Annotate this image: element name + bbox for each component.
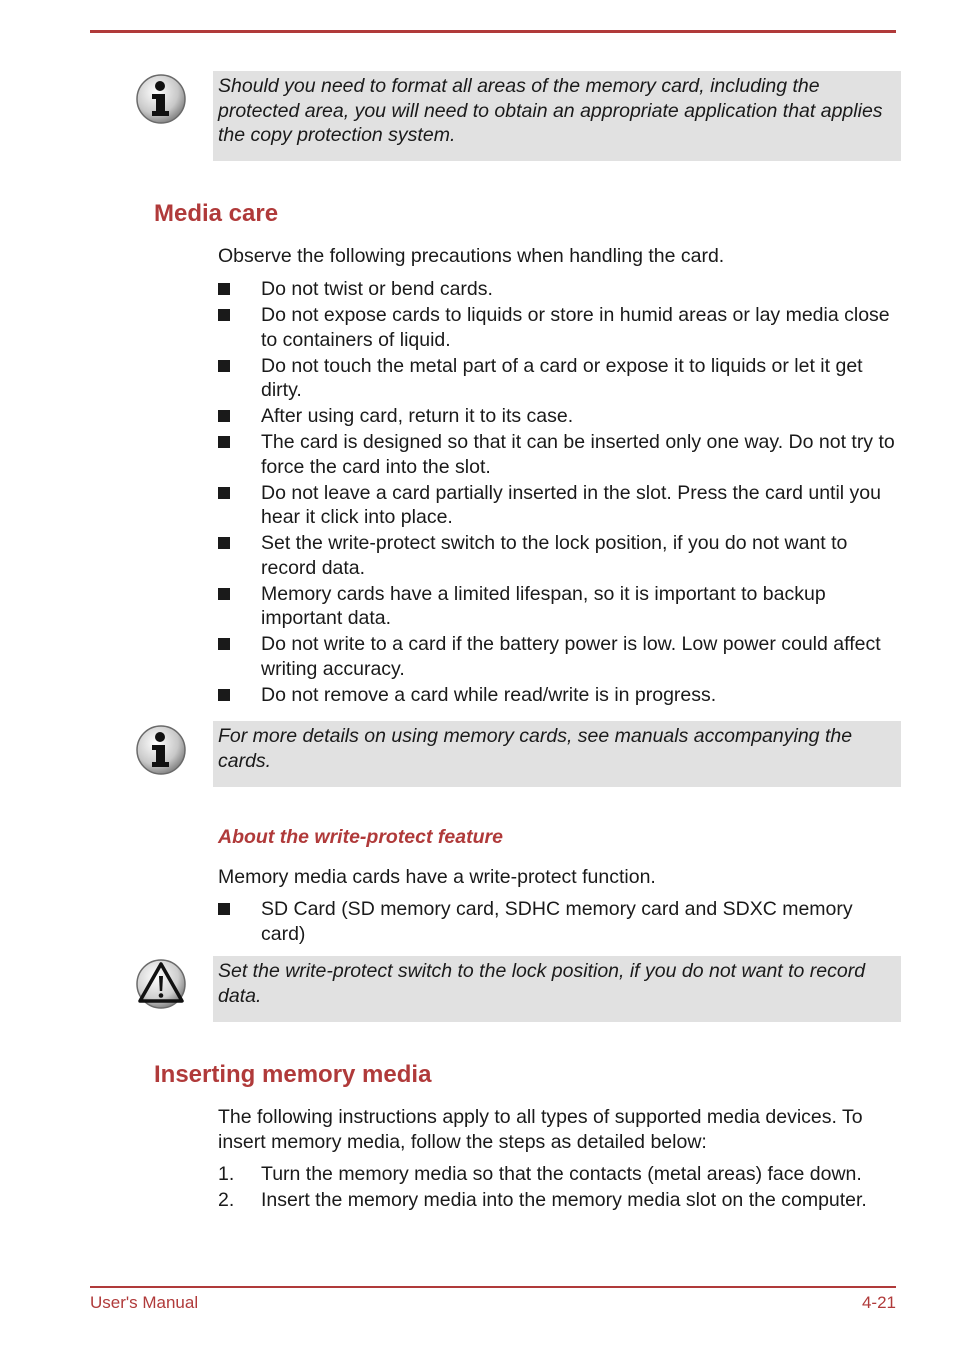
- subsection-heading-write-protect: About the write-protect feature: [218, 826, 503, 848]
- step-number: 1.: [218, 1163, 235, 1185]
- media-care-list: [218, 277, 902, 709]
- bullet-square-icon: [218, 689, 230, 701]
- write-protect-intro: Memory media cards have a write-protect function.: [218, 866, 656, 888]
- bullet-square-icon: [218, 410, 230, 422]
- bullet-square-icon: [218, 588, 230, 600]
- page-number: 4-21: [861, 1293, 896, 1312]
- list-item-text: Do not touch the metal part of a card or expose it to liquids or let it get dirty.: [261, 354, 863, 401]
- list-item: [218, 897, 902, 946]
- info-icon: [135, 724, 187, 776]
- step-text: Turn the memory media so that the contacts (metal areas) face down.: [261, 1163, 862, 1185]
- list-item: [218, 430, 902, 479]
- list-item-text: SD Card (SD memory card, SDHC memory card and SDXC memory card): [261, 898, 853, 945]
- list-item-text: Memory cards have a limited lifespan, so it is important to backup important data.: [261, 582, 826, 629]
- step-text: Insert the memory media into the memory media slot on the computer.: [261, 1189, 867, 1211]
- info-icon: [135, 73, 187, 125]
- step-item: [218, 1162, 902, 1187]
- bullet-square-icon: [218, 487, 230, 499]
- bullet-square-icon: [218, 638, 230, 650]
- note-format: Should you need to format all areas of the memory card, including the protected area, you will need to obtain an appropriate application that applies the copy protection system.: [213, 71, 901, 161]
- bullet-square-icon: [218, 283, 230, 295]
- list-item: [218, 531, 902, 580]
- list-item: [218, 683, 902, 708]
- list-item: [218, 481, 902, 530]
- list-item-text: Set the write-protect switch to the lock position, if you do not want to record data.: [261, 532, 848, 579]
- list-item-text: Do not write to a card if the battery power is low. Low power could affect writing accuracy.: [261, 633, 881, 680]
- header-rule: [90, 30, 896, 33]
- note-caution: Set the write-protect switch to the lock position, if you do not want to record data.: [213, 956, 901, 1022]
- bullet-square-icon: [218, 537, 230, 549]
- list-item: [218, 303, 902, 352]
- inserting-intro: The following instructions apply to all types of supported media devices. To insert memory media, follow the steps as detailed below:: [218, 1106, 863, 1153]
- step-item: [218, 1188, 902, 1213]
- footer-manual-title: User's Manual: [90, 1293, 199, 1312]
- list-item: [218, 632, 902, 681]
- media-care-intro: Observe the following precautions when handling the card.: [218, 245, 725, 267]
- inserting-steps: [218, 1162, 902, 1214]
- bullet-square-icon: [218, 309, 230, 321]
- list-item-text: Do not remove a card while read/write is in progress.: [261, 683, 717, 706]
- list-item-text: Do not expose cards to liquids or store in humid areas or lay media close to containers of liquid.: [261, 304, 890, 351]
- list-item-text: Do not twist or bend cards.: [261, 278, 493, 300]
- warning-icon: [135, 958, 187, 1010]
- list-item-text: Do not leave a card partially inserted in the slot. Press the card until you hear it click into place.: [261, 481, 881, 528]
- bullet-square-icon: [218, 436, 230, 448]
- section-heading-media-care: Media care: [154, 200, 279, 227]
- list-item-text: The card is designed so that it can be inserted only one way. Do not try to force the card into the slot.: [261, 431, 895, 478]
- note-details: For more details on using memory cards, see manuals accompanying the cards.: [213, 721, 901, 787]
- list-item-text: After using card, return it to its case.: [261, 405, 574, 427]
- footer-rule: [90, 1286, 896, 1288]
- section-heading-inserting: Inserting memory media: [154, 1061, 432, 1088]
- list-item: [218, 582, 902, 631]
- list-item: [218, 354, 902, 403]
- bullet-square-icon: [218, 903, 230, 915]
- bullet-square-icon: [218, 360, 230, 372]
- list-item: [218, 277, 902, 302]
- list-item: [218, 404, 902, 429]
- write-protect-list: [218, 897, 902, 948]
- step-number: 2.: [218, 1189, 235, 1211]
